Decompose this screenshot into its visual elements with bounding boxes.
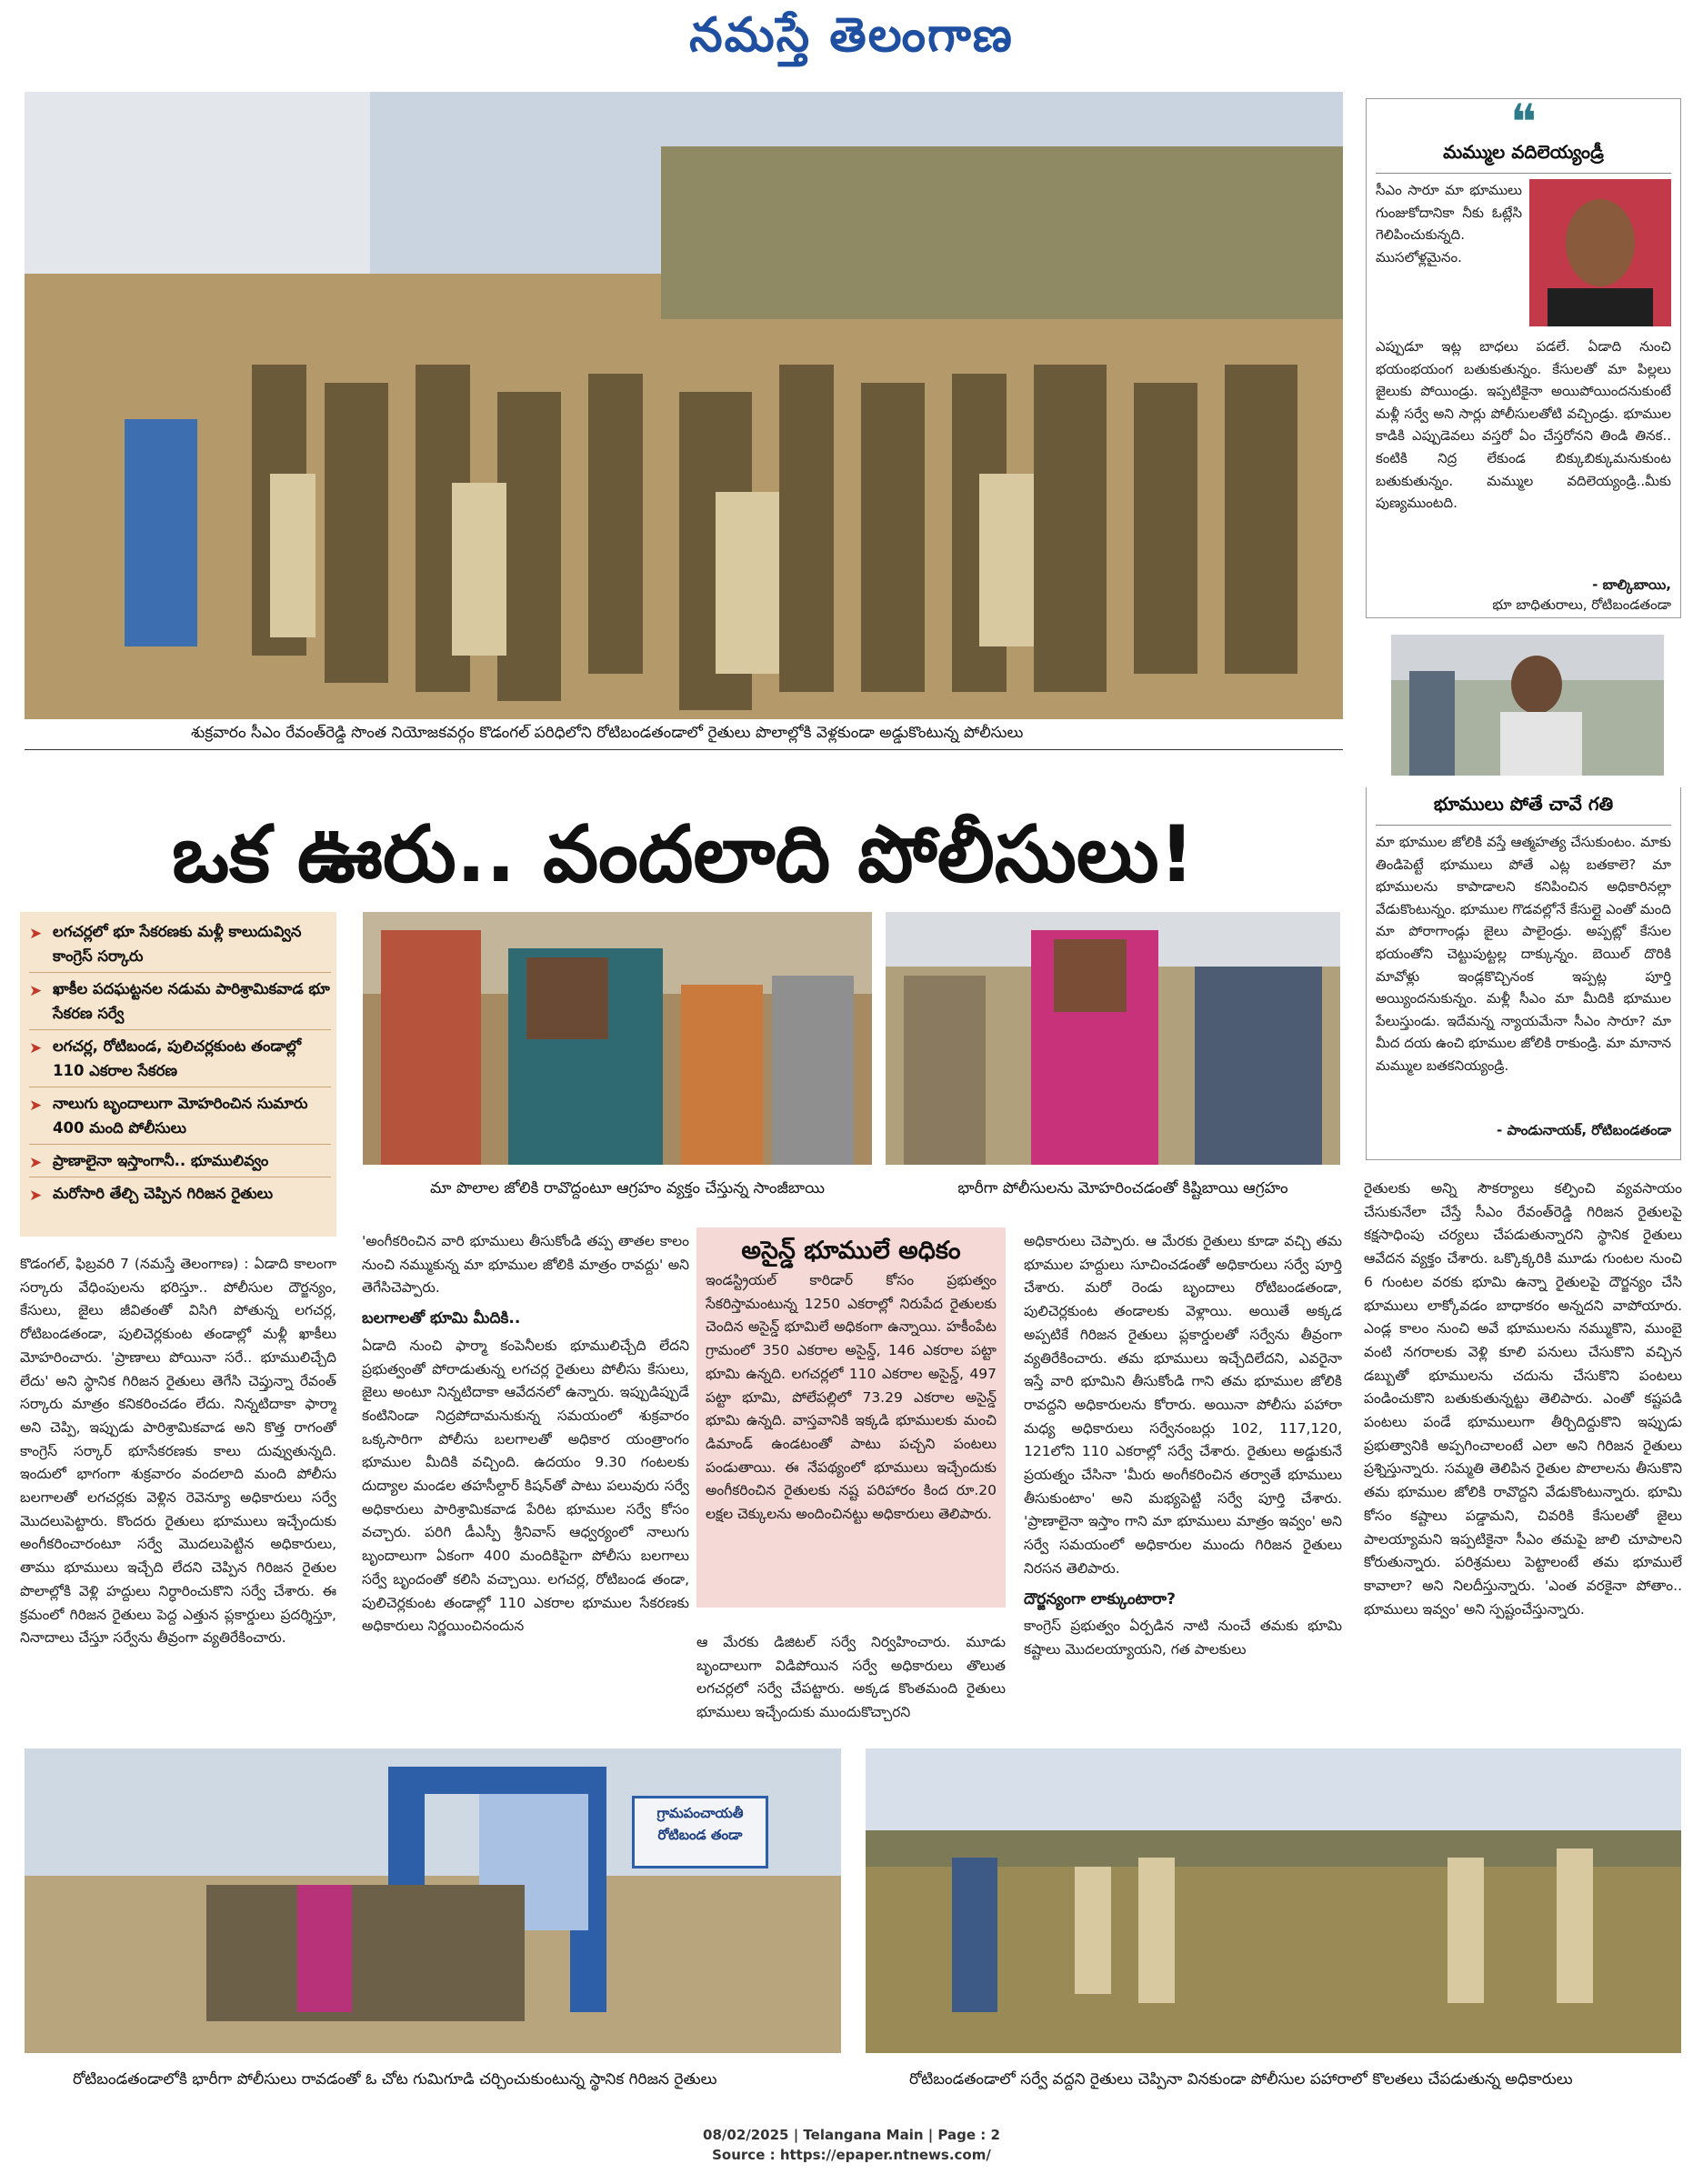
article-paragraph: ఏడాది నుంచి ఫార్మా కంపెనీలకు భూములిచ్చేది లేదని ప్రభుత్వంతో పోరాడుతున్న లగచర్ల రైతులు పోలీసు కేసులు, జైలు అంటూ నిన్నటిదాకా ఆవేదనలో ఉన్నారు. ఇప్పుడిప్పుడే కంటినిండా నిద్రపోదామనుకున్న సమయంలో శుక్రవారం ఒక్కసారిగా పోలీసు బలగాలతో అధికార యంత్రాంగం భూముల మీదికి వచ్చింది. ఉదయం 9.30 గంటలకు దుద్యాల మండల తహసీల్దార్ కిషన్‌తో పాటు పలువురు సర్వే అధికారులు పారిశ్రామికవాడ పేరిట భూముల సర్వే కోసం వచ్చారు. పరిగి డీఎస్పీ శ్రీనివాస్ ఆధ్వర్యంలో నాలుగు బృందాలుగా ఏకంగా 400 మందికిపైగా పోలీసు బలగాలు సర్వే బృందంతో కలిసి వచ్చాయి. లగచర్ల, రోటిబండ తండా, పులిచెర్లకుంట తండాల్లో 110 ఎకరాల భూముల సేకరణకు అధికారులు నిర్ణయించినందున [362,1337,689,1635]
highlight-text: నాలుగు బృందాలుగా మోహరించిన సుమారు 400 మంది పోలీసులు [53,1095,308,1137]
highlight-text: ఖాకీల పదఘట్టనల నడుమ పారిశ్రామికవాడ భూ సేకరణ సర్వే [53,980,330,1022]
sidebar-heading: మమ్ముల వదిలెయ్యండ్రీ [1443,141,1604,163]
mid-photo-left-caption: మా పొలాల జోలికి రావొద్దంటూ ఆగ్రహం వ్యక్తం చేస్తున్న సాంజీబాయి [429,1179,826,1197]
highlight-item [29,1181,331,1209]
headline: ఒక ఊరు.. వందలాది పోలీసులు! [172,809,1195,900]
article-paragraph: ఆ మేరకు డిజిటల్ సర్వే నిర్వహించారు. మూడు బృందాలుగా విడిపోయిన సర్వే అధికారులు తొలుత లగచర్లలో సర్వే చేపట్టారు. అక్కడ కొంతమంది రైతులు భూములు ఇచ్చేందుకు ముందుకొచ్చారని [696,1634,1006,1721]
sidebar-text: మా భూముల జోలికి వస్తే ఆత్మహత్య చేసుకుంటం. మాకు తిండిపెట్టే భూములు పోతే ఎట్ల బతకాలె? మా భూములను కాపాడాలని కనిపించిన అధికారినల్లా వేడుకొంటున్నం. భూముల గొడవల్లోనే కేసుల్లై ఎంతో మంది మా పోరాగాండ్లు జైలు పాలైండ్రు. అప్పట్లో కేసుల భయంతోని చెట్టుపుట్టల్ల దాక్కున్నం. బెయిల్ దొరికి మావోళ్లు ఇండ్లకొచ్చినంక ఇప్పట్ల పూర్తి అయ్యిందనుకున్నం. మళ్లీ సీఎం మా మీదికి భూముల పేలుస్తుండు. ఇదేమన్న న్యాయమేనా సీఎం సారూ? మా మీద దయ ఉంచి భూముల జోలికి రాకుండ్రి. మా మానాన మమ్ముల బతకనియ్యండ్రి. [1376,834,1671,1074]
sidebar-text: సీఎం సారూ మా భూములు గుంజుకోదానికా నీకు ఓట్లేసి గెలిపించుకున్నది. ముసలోళ్లమైనం. [1376,182,1522,265]
quote-icon: ❝ [1509,94,1538,151]
sidebar-heading: భూములు పోతే చావే గతి [1433,793,1614,815]
arrow-icon: ➤ [29,982,43,1000]
footer-date-edition: 08/02/2025 | Telangana Main | Page : 2 [703,2127,1000,2143]
bottom-photo-right-caption: రోటిబండతండాలో సర్వే వద్దని రైతులు చెప్పినా వినకుండా పోలీసుల పహారాలో కొలతలు చేపడుతున్న అధికారులు [909,2070,1573,2089]
article-paragraph: కాంగ్రెస్ ప్రభుత్వం ఏర్పడిన నాటి నుంచే తమకు భూమి కష్టాలు మొదలయ్యాయని, గత పాలకులు [1024,1618,1342,1658]
arrow-icon: ➤ [29,925,43,943]
highlight-item [29,1148,331,1177]
highlight-item [29,977,331,1030]
subheading: దౌర్జన్యంగా లాక్కుంటారా? [1024,1589,1176,1608]
arrow-icon: ➤ [29,1154,43,1172]
panchayat-sign: గ్రామపంచాయతీ రోటిబండ తండా [632,1796,768,1868]
footer-source: Source : https://epaper.ntnews.com/ [712,2147,991,2163]
highlight-item [29,1034,331,1087]
signature-name: - బాల్కిబాయి, [1592,576,1671,593]
highlight-text: లగచర్లలో భూ సేకరణకు మళ్లీ కాలుదువ్విన కాంగ్రెస్ సర్కారు [53,923,302,965]
bottom-photo-left [25,1748,841,2053]
article-col-2 [362,1230,689,1728]
top-photo-caption: శుక్రవారం సీఎం రేవంత్‌రెడ్డి సొంత నియోజకవర్గం కొడంగల్ పరిధిలోని రోటిబండతండాలో రైతులు పొలాల్లోకి వెళ్లకుండా అడ్డుకొంటున్న పోలీసులు [191,724,1024,742]
box-heading: అసైన్డ్ భూములే అధికం [741,1237,961,1265]
article-col-3 [696,1631,1006,1728]
assigned-lands-box [696,1227,1006,1608]
highlight-item [29,919,331,973]
subheading: బలగాలతో భూమి మీదికి.. [362,1309,521,1328]
mid-photo-right [886,912,1340,1165]
masthead: నమస్తే తెలంగాణ [689,7,1014,63]
arrow-icon: ➤ [29,1039,43,1057]
sidebar-quote-2 [1366,787,1681,1160]
top-photo [25,92,1343,719]
mid-photo-left [363,912,872,1165]
highlight-text: లగచర్ల, రోటిబండ, పులిచర్లకుంట తండాల్లో 110 ఎకరాల సేకరణ [53,1037,302,1079]
bottom-photo-right [866,1748,1681,2053]
sidebar-quote-1 [1366,94,1681,618]
article-col-4 [1024,1230,1342,1728]
highlights-box [20,912,336,1237]
mid-photo-right-caption: భారీగా పోలీసులను మోహరించడంతో కిష్టిబాయి ఆగ్రహం [957,1179,1288,1197]
highlight-text: ప్రాణాలైనా ఇస్తాంగానీ.. భూములివ్వం [53,1152,269,1169]
portrait-photo [1529,179,1671,326]
sidebar-text: ఎప్పుడూ ఇట్ల బాధలు పడలే. ఏడాది నుంచి భయంభయంగ బతుకుతున్నం. కేసులతో మా పిల్లలు జైలుకు పోయిండ్రు. ఇప్పటికైనా అయిపోయిందనుకుంటే మళ్లీ సర్వే అని సార్లు పోలీసులతోటి వచ్చిండ్రు. భూముల కాడికి ఎప్పుడెవలు వస్తరో ఏం చేస్తరోనని తిండి తినక.. కంటికి నిద్ర లేకుండ బిక్కుబిక్కుమనుకుంట బతుకుతున్నం. మమ్ముల వదిలెయ్యండ్రి..మీకు పుణ్యముంటది. [1376,338,1671,512]
highlight-item [29,1091,331,1145]
caption-rule [25,749,1343,750]
article-paragraph: 'అంగీకరించిన వారి భూములు తీసుకోండి తప్ప తాతల కాలం నుంచి నమ్ముకున్న మా భూముల జోలికి మాత్రం రావద్దు' అని తెగేసిచెప్పారు. [362,1233,689,1297]
signature-role: భూ బాధితురాలు, రోటిబండతండా [1492,596,1671,613]
article-paragraph: కొడంగల్, ఫిబ్రవరి 7 (నమస్తే తెలంగాణ) : ఏడాది కాలంగా సర్కారు వేధింపులను భరిస్తూ.. పోలీసుల దౌర్జన్యం, కేసులు, జైలు జీవితంతో విసిగి పోతున్న లగచర్ల, రోటిబండతండా, పులిచెర్లకుంట తండాల్లో మళ్లీ ఖాకీలు మోహరించారు. 'ప్రాణాలు పోయినా సరే.. భూములిచ్చేది లేదు' అని స్థానిక గిరిజన రైతులు తెగేసి చెప్తున్నా రేవంత్ సర్కారు మాత్రం కనికరించడం లేదు. నిన్నటిదాకా ఫార్మా అని చెప్పి, ఇప్పుడు పారిశ్రామికవాడ అని కొత్త రాగంతో కాంగ్రెస్ సర్కార్ భూసేకరణకు కాలు దువ్వుతున్నది. ఇందులో భాగంగా శుక్రవారం వందలాది మంది పోలీసు బలగాలతో లగచర్లకు వెళ్లిన రెవెన్యూ అధికారులు సర్వే మొదలుపెట్టారు. కొందరు రైతులు భూములు ఇచ్చేందుకు అంగీకరించారంటూ సర్వే మొదలుపెట్టిన అధికారులు, తాము భూములు ఇచ్చేది లేదని చెప్పిన గిరిజన రైతుల పొలాల్లోకి వెళ్లి హద్దులు నిర్ధారించుకొని సర్వే చేశారు. ఈ క్రమంలో గిరిజన రైతులు పెద్ద ఎత్తున ప్లకార్డులు ప్రదర్శిస్తూ, నినాదాలు చేస్తూ సర్వేను తీవ్రంగా వ్యతిరేకించారు. [20,1256,336,1647]
signature: - పాండునాయక్, రోటిబండతండా [1497,1122,1671,1138]
article-paragraph: అధికారులు చెప్పారు. ఆ మేరకు రైతులు కూడా వచ్చి తమ భూముల హద్దులు సూచించడంతో అధికారులు సర్వే పూర్తి చేశారు. మరో రెండు బృందాలు రోటిబండతండా, పులిచెర్లకుంట తండాలకు వెళ్లాయి. అయితే అక్కడ అప్పటికే గిరిజన రైతులు ప్లకార్డులతో సర్వేను తీవ్రంగా వ్యతిరేకించారు. తమ భూములు ఇచ్చేదిలేదని, ఎవరైనా ఇస్తే వారి భూమిని తీసుకోండి గాని తమ భూముల జోలికి రావద్దని అధికారులను కోరారు. అయినా పోలీసు పహారా మధ్య అధికారులు సర్వేనంబర్లు 102, 117,120, 121లోని 110 ఎకరాల్లో సర్వే చేశారు. రైతులు అడ్డుకునే ప్రయత్నం చేసినా 'మీరు అంగీకరించిన తర్వాతే భూములు తీసుకుంటాం' అని మభ్యపెట్టి సర్వే పూర్తి చేశారు. 'ప్రాణాలైనా ఇస్తాం గాని మా భూములు మాత్రం ఇవ్వం' అని సర్వే సమయంలో అధికారుల ముందు గిరిజన రైతులు నిరసన తెలిపారు. [1024,1233,1342,1577]
highlight-text: మరోసారి తేల్చి చెప్పిన గిరిజన రైతులు [53,1185,274,1202]
article-col-5 [1364,1177,1682,1728]
article-paragraph: ఇండస్ట్రియల్ కారిడార్ కోసం ప్రభుత్వం సేకరిస్తామంటున్న 1250 ఎకరాల్లో నిరుపేద రైతులకు చెందిన అసైన్డ్ భూమిలే అధికంగా ఉన్నాయి. హకీంపేట గ్రామంలో 350 ఎకరాల అసైన్డ్, 146 ఎకరాల పట్టా భూమి ఉన్నది. లగచర్లలో 110 ఎకరాల అసైన్డ్, 497 పట్టా భూమి, పోలేపల్లిలో 73.29 ఎకరాల అసైన్డ్ భూమి ఉన్నది. వాస్తవానికి ఇక్కడి భూములకు మంచి డిమాండ్ ఉండటంతో పాటు పచ్చని పంటలు పండుతాయి. ఈ నేపథ్యంలో భూములు ఇచ్చేందుకు అంగీకరించిన రైతులకు నష్ట పరిహారం కింద రూ.20 లక్షల చెక్కులను అందించినట్టు అధికారులు తెలిపారు. [706,1272,997,1523]
arrow-icon: ➤ [29,1097,43,1115]
arrow-icon: ➤ [29,1187,43,1205]
bottom-photo-left-caption: రోటిబండతండాలోకి భారీగా పోలీసులు రావడంతో ఓ చోట గుమిగూడి చర్చించుకుంటున్న స్థానిక గిరిజన రైతులు [73,2070,717,2089]
sidebar-2-photo [1391,635,1664,776]
article-col-1 [20,1253,336,1728]
box-text [706,1269,997,1597]
article-paragraph: రైతులకు అన్ని సౌకర్యాలు కల్పించి వ్యవసాయం చేసుకునేలా చేస్తే సీఎం రేవంత్‌రెడ్డి గిరిజన రైతులపై కక్షసాధింపు చర్యలు చేపడుతున్నారని స్థానిక రైతులు ఆవేదన వ్యక్తం చేశారు. ఒక్కొక్కరికి మూడు గుంటల నుంచి 6 గుంటల వరకు భూమి ఉన్నా రైతులపై దౌర్జన్యం చేసి భూములు లాక్కోవడం బాధాకరం అన్నదని వాపోయారు. ఎండ్ల కాలం నుంచి అవే భూములను నమ్ముకొని, ముంబై వంటి నగరాలకు వెళ్లి కూలి పనులు చేసుకొని వచ్చిన డబ్బుతో భూములను చదును చేసుకొని పంటలు పండించుకొని బతుకుతున్నట్టు తెలిపారు. ఎంతో కష్టపడి పంటలు పండే భూములుగా తీర్చిదిద్దుకొని ఇప్పుడు ప్రభుత్వానికి అప్పగించాలంటే ఎలా అని గిరిజన రైతులు ప్రశ్నిస్తున్నారు. సమ్మతి తెలిపిన రైతుల పొలాలను తీసుకొని తమ భూముల జోలికి రావొద్దని వేడుకొంటున్నారు. భూమి కోసం కష్టాలు పడ్డామని, చివరికి కేసులతో జైలు పాలయ్యామని ఇప్పటికైనా సీఎం తమపై జాలి చూపాలని కోరుతున్నారు. పరిశ్రమలు పెట్టాలంటే తమ భూములే కావాలా? అని నిలదీస్తున్నారు. 'ఎంత వరకైనా పోతాం.. భూములు ఇవ్వం' అని స్పష్టంచేస్తున్నారు. [1364,1180,1682,1618]
